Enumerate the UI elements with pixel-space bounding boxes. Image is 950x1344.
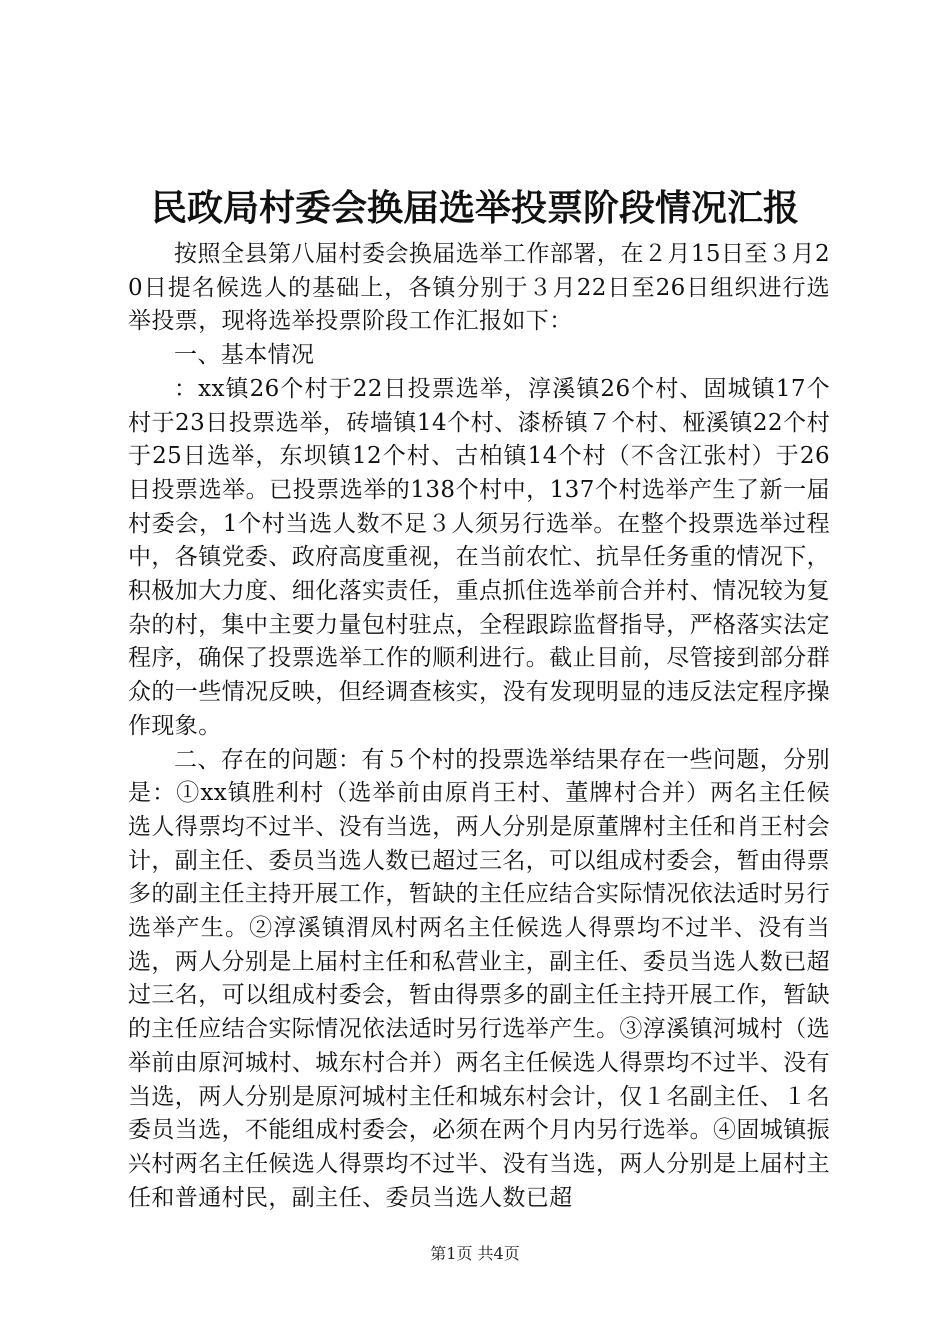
section-heading-basic: 一、基本情况 [174,342,315,369]
paragraph-intro: 按照全县第八届村委会换届选举工作部署，在２月15日至３月20日提名候选人的基础上，各镇分别于３月22日至26日组织进行选举投票，现将选举投票阶段工作汇报如下： [128,241,830,335]
document-title: 民政局村委会换届选举投票阶段情况汇报 [150,187,799,229]
paragraph-problems: 二、存在的问题：有５个村的投票选举结果存在一些问题，分别是：①xx镇胜利村（选举前由原肖王村、董牌村合并）两名主任候选人得票均不过半、没有当选，两人分别是原董牌村主任和肖王村会计，副主任、委员当选人数已超过三名，可以组成村委会，暂由得票多的副主任主持开展工作，暂缺的主任应结合实际情况依法适时另行选举产生。②淳溪镇渭凤村两名主任候选人得票均不过半、没有当选，两人分别是上届村主任和私营业主，副主任、委员当选人数已超过三名，可以组成村委会，暂由得票多的副主任主持开展工作，暂缺的主任应结合实际情况依法适时另行选举产生。③淳溪镇河城村（选举前由原河城村、城东村合并）两名主任候选人得票均不过半、没有当选，两人分别是原河城村主任和城东村会计，仅１名副主任、１名委员当选，不能组成村委会，必须在两个月内另行选举。④固城镇振兴村两名主任候选人得票均不过半、没有当选，两人分别是上届村主任和普通村民，副主任、委员当选人数已超 [128,746,830,1211]
paragraph-basic-info: ：xx镇26个村于22日投票选举，淳溪镇26个村、固城镇17个村于23日投票选举，砖墙镇14个村、漆桥镇７个村、桠溪镇22个村于25日选举，东坝镇12个村、古柏镇14个村（不含江张村）于26日投票选举。已投票选举的138个村中，137个村选举产生了新一届村委会，1个村当选人数不足３人须另行选举。在整个投票选举过程中，各镇党委、政府高度重视，在当前农忙、抗旱任务重的情况下，积极加大力度、细化落实责任，重点抓住选举前合并村、情况较为复杂的村，集中主要力量包村驻点，全程跟踪监督指导，严格落实法定程序，确保了投票选举工作的顺利进行。截止目前，尽管接到部分群众的一些情况反映，但经调查核实，没有发现明显的违反法定程序操作现象。 [128,375,830,739]
document-body [128,238,830,1215]
page-footer: 第1页 共4页 [430,1244,520,1263]
